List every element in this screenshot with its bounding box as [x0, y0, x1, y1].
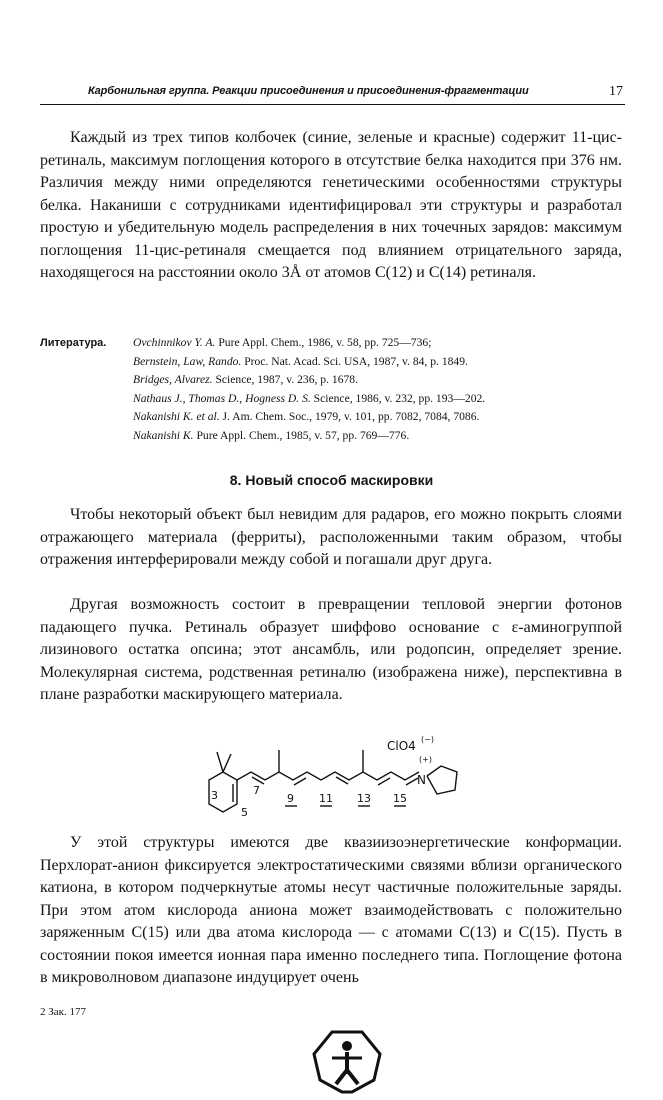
publisher-seal-icon [312, 1030, 382, 1094]
reference-item: Ovchinnikov Y. A. Pure Appl. Chem., 1986, v. 58, pp. 725—736; [133, 336, 432, 349]
locant-13: 13 [357, 792, 371, 805]
locant-5: 5 [241, 806, 248, 819]
molecule-structure [205, 732, 505, 842]
paragraph-text: Другая возможность состоит в превращении тепловой энергии фотонов падающего пучка. Ретиналь образует шиффово основание с ε-аминогруппой лизинового остатка опсина; этот ансамбль, или родопсин, определяет зрение. Молекулярная система, родственная ретиналю (изображена ниже), перспективна в плане разработки маскирующего материала. [40, 596, 622, 703]
locant-15: 15 [393, 792, 407, 805]
reference-list [133, 334, 628, 445]
page-header [40, 84, 625, 105]
printer-signature: 2 Зак. 177 [40, 1006, 86, 1018]
section-title: 8. Новый способ маскировки [229, 472, 434, 488]
paragraph-text: У этой структуры имеются две квазиизоэнергетические конформации. Перхлорат-анион фиксируется электростатическими связями вблизи органического катиона, в котором подчеркнутые атомы несут частичные положительные заряды. При этом атом кислорода аниона может взаимодействовать с положительно заряженным С(15) или два атома кислорода — с атомами С(13) и С(15). Пусть в состоянии покоя имеется ионная пара именно последнего типа. Поглощение фотона в микроволновом диапазоне индуцирует очень [40, 834, 622, 986]
counterion-charge: (−) [421, 735, 434, 744]
reference-item: Nathaus J., Thomas D., Hogness D. S. Science, 1986, v. 232, pp. 193—202. [133, 391, 486, 405]
cation-charge: (+) [419, 755, 432, 764]
nitrogen-atom: N [417, 773, 426, 787]
reference-item: Nakanishi K. Pure Appl. Chem., 1985, v. 57, pp. 769—776. [133, 428, 410, 442]
reference-item: Nakanishi K. et al. J. Am. Chem. Soc., 1979, v. 101, pp. 7082, 7084, 7086. [133, 410, 480, 423]
locant-11: 11 [319, 792, 333, 805]
locant-3: 3 [211, 789, 218, 802]
reference-item: Bridges, Alvarez. Science, 1987, v. 236, p. 1678. [133, 373, 358, 386]
reference-item: Bernstein, Law, Rando. Proc. Nat. Acad. Sci. USA, 1987, v. 84, p. 1849. [133, 354, 468, 368]
paragraph-text: Чтобы некоторый объект был невидим для радаров, его можно покрыть слоями отражающего материала (ферриты), расположенными таким образом, чтобы отражения интерферировали между собой и погашали друг друга. [40, 506, 622, 568]
locant-7: 7 [253, 784, 260, 797]
locant-9: 9 [287, 792, 294, 805]
references-label: Литература. [40, 337, 107, 349]
methyl-bond [223, 754, 231, 772]
page-number: 17 [609, 84, 623, 99]
methyl-bond [217, 752, 223, 772]
counterion: ClO4 [387, 739, 416, 753]
pyrrolidine-ring [427, 766, 457, 794]
running-head: Карбонильная группа. Реакции присоединения и присоединения-фрагментации [88, 85, 529, 97]
paragraph-text: Каждый из трех типов колбочек (синие, зеленые и красные) содержит 11-цис-ретиналь, максимум поглощения которого в отсутствие белка находится при 376 нм. Различия между ними определяются генетическими особенностями структуры белка. Наканиши с сотрудниками идентифицировал эти структуры и разработал простую и убедительную модель распределения в них точечных зарядов: максимум поглощения 11-цис-ретиналя смещается под влиянием отрицательного заряда, находящегося на расстоянии около 3Å от атомов С(12) и С(14) ретиналя. [40, 129, 622, 281]
paragraph-retinal [40, 594, 622, 707]
paragraph-radar [40, 504, 622, 572]
paragraph-cones [40, 127, 622, 285]
polyene-chain [237, 772, 419, 780]
paragraph-conformations [40, 832, 622, 990]
